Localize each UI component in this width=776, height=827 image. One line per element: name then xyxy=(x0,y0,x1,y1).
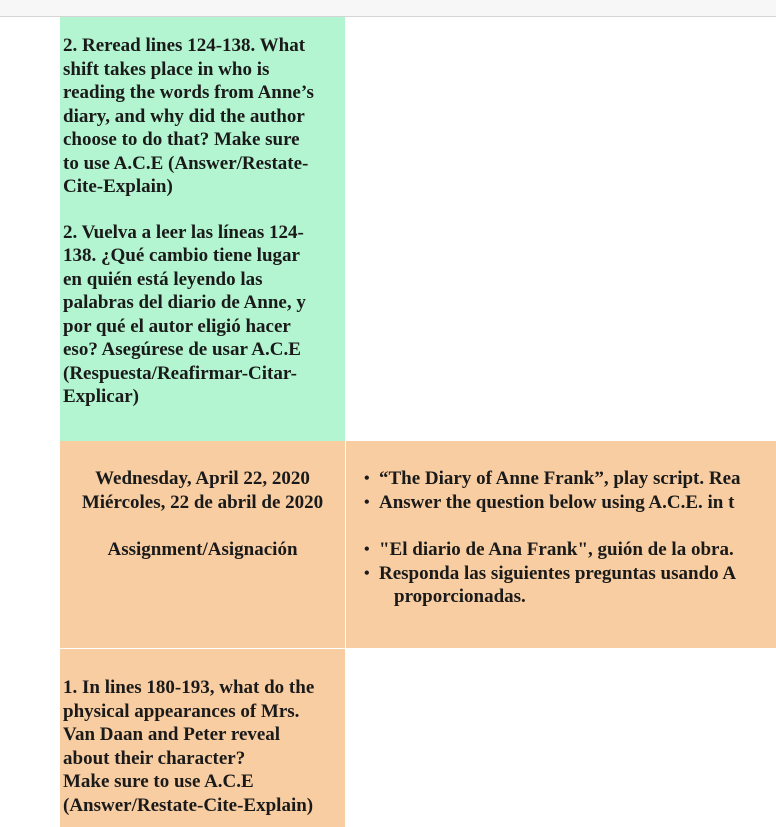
date-cell xyxy=(60,441,345,648)
question-2-cell xyxy=(60,17,345,441)
date-spanish: Miércoles, 22 de abril de 2020 xyxy=(81,491,324,513)
question-2-english xyxy=(63,34,345,199)
list-item xyxy=(364,562,776,609)
instruction-text: Responda las siguientes preguntas usando A xyxy=(379,562,737,584)
text-line: en quién está leyendo las xyxy=(63,268,263,290)
bullet-icon: • xyxy=(364,493,370,511)
text-line: 138. ¿Qué cambio tiene lugar xyxy=(63,245,300,266)
text-line: Cite-Explain) xyxy=(63,176,173,197)
question-1-cell xyxy=(60,649,345,827)
list-item xyxy=(364,538,776,562)
list-item xyxy=(364,491,776,515)
text-line: palabras del diario de Anne, y xyxy=(63,292,306,313)
text-line: about their character? xyxy=(63,747,246,769)
text-line: (Respuesta/Reafirmar-Citar- xyxy=(63,362,297,384)
assignment-label: Assignment/Asignación xyxy=(107,539,298,560)
bullet-icon: • xyxy=(364,470,370,487)
instructions-spanish-list xyxy=(346,538,776,609)
question-2-spanish xyxy=(63,221,345,409)
instructions-english-list xyxy=(346,467,776,514)
browser-top-bar xyxy=(0,0,776,17)
text-line: to use A.C.E (Answer/Restate- xyxy=(63,152,309,174)
spacer xyxy=(346,514,776,538)
text-line: (Answer/Restate-Cite-Explain) xyxy=(63,794,314,816)
instructions-cell xyxy=(346,441,776,648)
text-line: diary, and why did the author xyxy=(63,105,305,127)
instruction-text-continuation: proporcionadas. xyxy=(394,586,526,607)
text-line: Van Daan and Peter reveal xyxy=(63,724,281,745)
text-line: choose to do that? Make sure xyxy=(63,129,300,150)
text-line: Explicar) xyxy=(63,386,139,407)
text-line: por qué el autor eligió hacer xyxy=(63,315,291,337)
instruction-text: Answer the question below using A.C.E. in t xyxy=(379,491,735,513)
bullet-icon: • xyxy=(364,541,370,558)
instruction-text: “The Diary of Anne Frank”, play script. Rea xyxy=(379,468,741,489)
text-line: eso? Asegúrese de usar A.C.E xyxy=(63,339,301,360)
spacer xyxy=(60,514,345,538)
date-english: Wednesday, April 22, 2020 xyxy=(95,468,310,489)
text-line: 2. Reread lines 124-138. What xyxy=(63,35,306,56)
text-line: physical appearances of Mrs. xyxy=(63,700,300,722)
list-item xyxy=(364,467,776,491)
instruction-text: "El diario de Ana Frank", guión de la obra. xyxy=(379,539,734,560)
text-line: shift takes place in who is xyxy=(63,58,270,80)
text-line: 1. In lines 180-193, what do the xyxy=(63,677,315,698)
text-line: 2. Vuelva a leer las líneas 124- xyxy=(63,221,304,243)
spacer xyxy=(63,199,345,221)
text-line: reading the words from Anne’s xyxy=(63,82,314,103)
bullet-icon: • xyxy=(364,564,370,582)
text-line: Make sure to use A.C.E xyxy=(63,771,254,792)
